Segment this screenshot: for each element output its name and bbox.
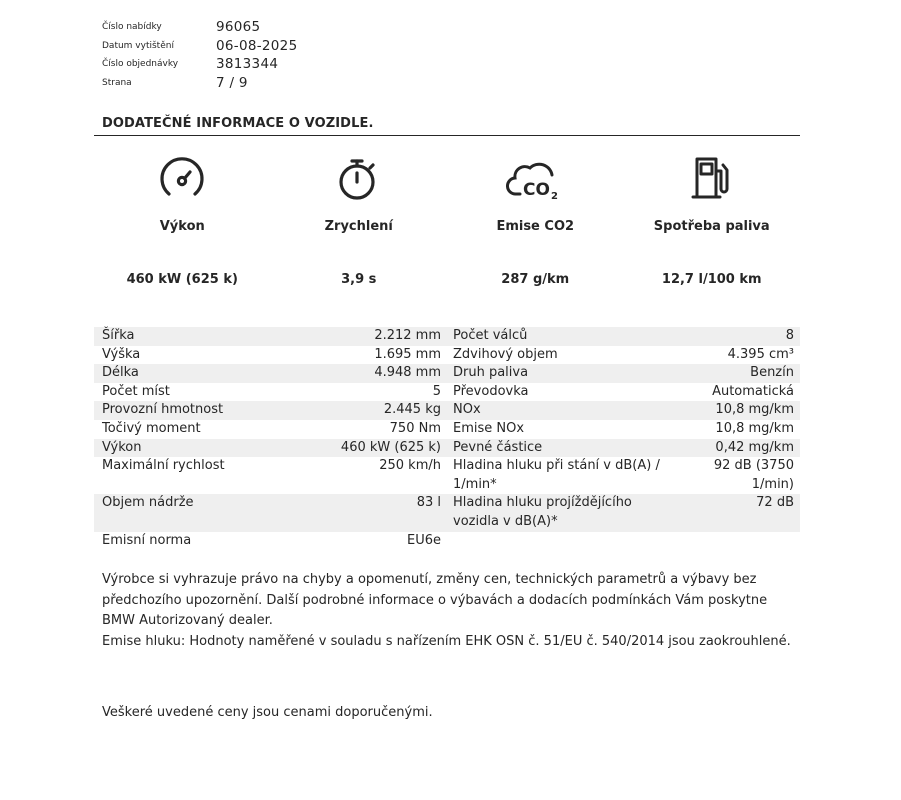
spec-row xyxy=(447,457,800,494)
fuel-pump-icon xyxy=(624,150,801,206)
section-title: DODATEČNÉ INFORMACE O VOZIDLE. xyxy=(102,116,374,131)
spec-label: Délka xyxy=(102,365,139,381)
spec-row xyxy=(94,532,447,551)
spec-row xyxy=(94,364,447,383)
kpi-value: 3,9 s xyxy=(341,272,377,287)
spec-label: Výška xyxy=(102,346,141,362)
spec-value: 4.395 cm³ xyxy=(727,346,794,362)
spec-label: Výkon xyxy=(102,439,142,455)
specs-left-column xyxy=(94,327,447,550)
spec-label: Hladina hluku projíždějícího vozidla v dB(A)* xyxy=(453,495,632,529)
print-date-label: Datum vytištění xyxy=(102,40,174,51)
spec-label: Šířka xyxy=(102,328,135,343)
spec-label: Emisní norma xyxy=(102,532,192,548)
price-footnote: Veškeré uvedené ceny jsou cenami doporučenými. xyxy=(102,705,433,720)
spec-value: 10,8 mg/km xyxy=(715,402,794,418)
spec-value: 92 dB (3750 1/min) xyxy=(713,458,794,492)
spec-label: Počet míst xyxy=(102,383,170,399)
spec-label: Druh paliva xyxy=(453,365,529,381)
spec-value: EU6e xyxy=(407,532,441,548)
section-divider xyxy=(94,135,800,136)
offer-number-row xyxy=(102,18,297,37)
spec-label: Převodovka xyxy=(453,383,529,399)
spec-value: 1.695 mm xyxy=(374,346,441,362)
print-date-value: 06-08-2025 xyxy=(216,37,298,54)
kpi-value: 287 g/km xyxy=(501,272,570,287)
spec-row xyxy=(94,439,447,458)
disclaimer-paragraph: Výrobce si vyhrazuje právo na chyby a opomenutí, změny cen, technických parametrů a výbavy bez předchozího upozornění. Další podrobné informace o výbavách a dodacích podmínkách Vám poskytne BMW Autorizovaný dealer. xyxy=(102,572,768,628)
kpi-label: Emise CO2 xyxy=(496,219,575,234)
spec-label: Pevné částice xyxy=(453,439,543,455)
kpi-value: 460 kW (625 k) xyxy=(126,272,238,287)
kpi-label: Zrychlení xyxy=(324,219,393,234)
noise-emission-note: Emise hluku: Hodnoty naměřené v souladu s nařízením EHK OSN č. 51/EU č. 540/2014 jsou zaokrouhlené. xyxy=(102,633,791,649)
order-number-value: 3813344 xyxy=(216,56,279,73)
spec-row xyxy=(447,346,800,365)
spec-row xyxy=(94,494,447,531)
spec-value: Benzín xyxy=(750,365,794,381)
spec-label: Počet válců xyxy=(453,328,528,343)
spec-value: 2.212 mm xyxy=(374,328,441,343)
speedometer-icon xyxy=(94,150,271,206)
spec-value: 10,8 mg/km xyxy=(715,420,794,436)
spec-value: 4.948 mm xyxy=(374,365,441,381)
spec-label: Maximální rychlost xyxy=(102,458,225,474)
spec-row xyxy=(94,401,447,420)
spec-value: 5 xyxy=(432,383,441,399)
spec-label: Točivý moment xyxy=(102,420,201,436)
spec-value: 250 km/h xyxy=(379,458,441,474)
spec-value: 750 Nm xyxy=(389,420,441,436)
kpi-label: Výkon xyxy=(159,219,205,234)
spec-row xyxy=(447,494,800,531)
spec-label: NOx xyxy=(453,402,481,418)
kpi-power xyxy=(94,150,271,287)
spec-row xyxy=(447,439,800,458)
spec-label: Hladina hluku při stání v dB(A) / 1/min* xyxy=(453,458,660,492)
spec-row xyxy=(447,420,800,439)
page-number-label: Strana xyxy=(102,77,132,88)
offer-number-value: 96065 xyxy=(216,19,261,36)
disclaimer-notes xyxy=(102,570,802,652)
spec-row xyxy=(94,457,447,494)
document-meta xyxy=(102,18,297,92)
spec-value: 0,42 mg/km xyxy=(715,439,794,455)
offer-number-label: Číslo nabídky xyxy=(102,22,162,33)
spec-value: 460 kW (625 k) xyxy=(340,439,441,455)
order-number-label: Číslo objednávky xyxy=(102,59,179,70)
svg-text:CO: CO xyxy=(523,180,551,200)
kpi-fuel xyxy=(624,150,801,287)
spec-label: Objem nádrže xyxy=(102,495,194,511)
spec-value: 72 dB xyxy=(756,495,794,511)
kpi-acceleration xyxy=(271,150,448,287)
spec-row xyxy=(94,346,447,365)
stopwatch-icon xyxy=(271,150,448,206)
specs-table xyxy=(94,327,800,550)
spec-row xyxy=(447,401,800,420)
spec-row xyxy=(94,327,447,346)
order-number-row xyxy=(102,55,297,74)
kpi-label: Spotřeba paliva xyxy=(653,219,770,234)
spec-row xyxy=(447,327,800,346)
spec-value: 8 xyxy=(785,328,794,343)
spec-row xyxy=(447,383,800,402)
spec-label: Zdvihový objem xyxy=(453,346,558,362)
specs-right-column xyxy=(447,327,800,550)
spec-value: 83 l xyxy=(416,495,441,511)
spec-value: 2.445 kg xyxy=(383,402,441,418)
page-number-value: 7 / 9 xyxy=(216,74,248,91)
co2-cloud-icon xyxy=(447,150,624,206)
spec-row xyxy=(94,383,447,402)
spec-label: Provozní hmotnost xyxy=(102,402,224,418)
svg-text:2: 2 xyxy=(551,191,559,202)
spec-row xyxy=(94,420,447,439)
kpi-co2 xyxy=(447,150,624,287)
spec-label: Emise NOx xyxy=(453,420,525,436)
spec-row xyxy=(447,364,800,383)
kpi-value: 12,7 l/100 km xyxy=(661,272,762,287)
kpi-row xyxy=(94,150,800,287)
spec-value: Automatická xyxy=(712,383,794,399)
page-number-row xyxy=(102,74,297,93)
print-date-row xyxy=(102,37,297,56)
